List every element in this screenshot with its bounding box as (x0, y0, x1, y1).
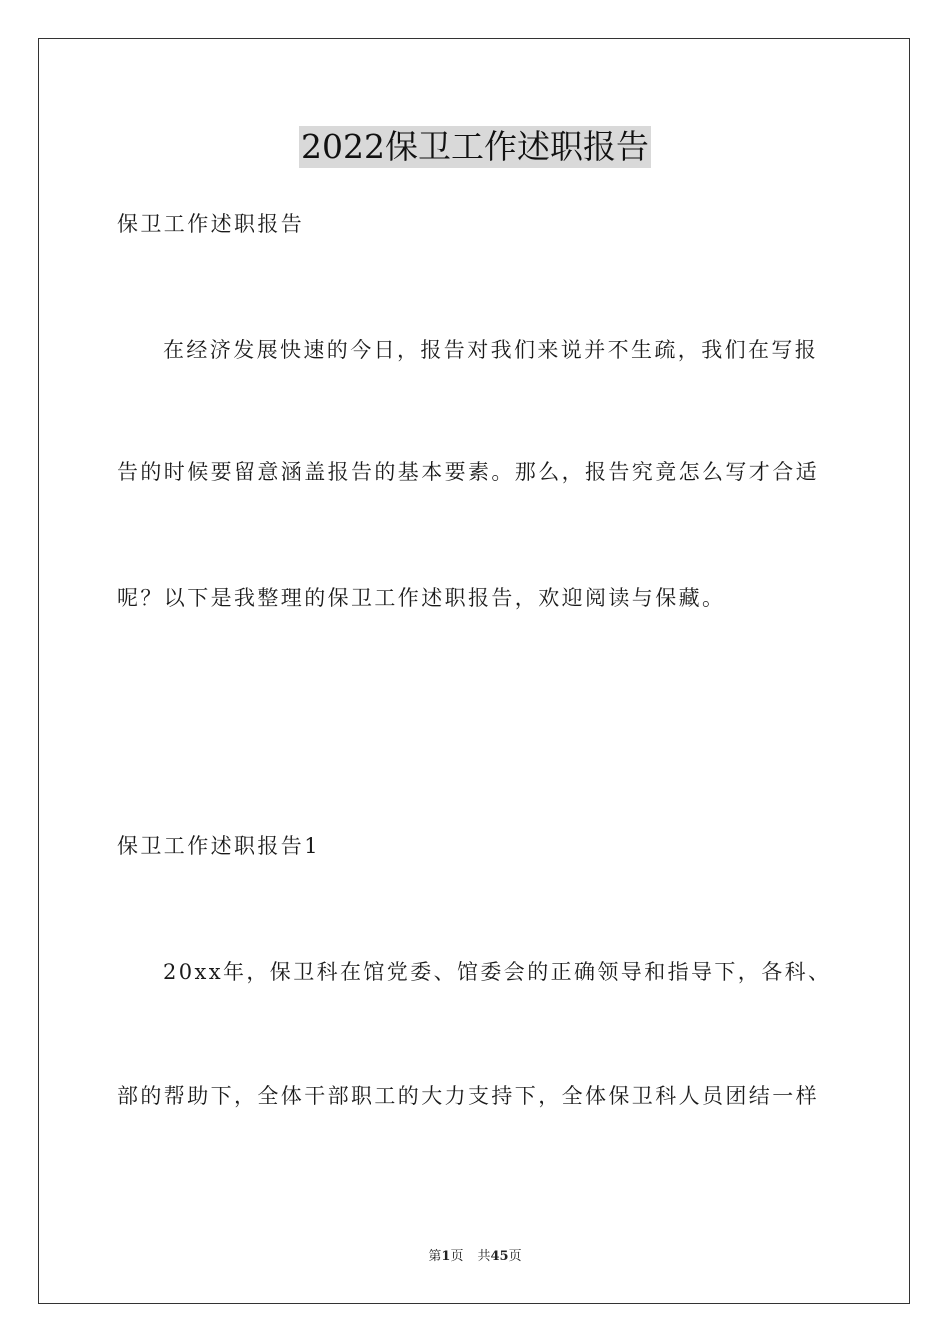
footer-total-suffix: 页 (508, 1249, 522, 1264)
footer-page-suffix: 页 (450, 1249, 464, 1264)
title-container (0, 126, 950, 168)
section-heading: 保卫工作述职报告1 (117, 834, 320, 858)
paragraph-line: 在经济发展快速的今日，报告对我们来说并不生疏，我们在写报 (163, 338, 819, 362)
subtitle-line: 保卫工作述职报告 (117, 212, 305, 236)
footer-page-current: 1 (441, 1249, 451, 1264)
document-title: 2022保卫工作述职报告 (301, 127, 649, 166)
page-footer (0, 1248, 950, 1266)
paragraph-line: 告的时候要留意涵盖报告的基本要素。那么，报告究竟怎么写才合适 (117, 460, 819, 484)
paragraph-line: 部的帮助下，全体干部职工的大力支持下，全体保卫科人员团结一样 (117, 1084, 819, 1108)
footer-page-total: 45 (490, 1249, 509, 1264)
paragraph-line: 呢？以下是我整理的保卫工作述职报告，欢迎阅读与保藏。 (117, 586, 726, 610)
paragraph-line: 20xx年，保卫科在馆党委、馆委会的正确领导和指导下，各科、 (163, 960, 832, 984)
footer-page-prefix: 第 (428, 1249, 442, 1264)
footer-total-prefix: 共 (477, 1249, 491, 1264)
